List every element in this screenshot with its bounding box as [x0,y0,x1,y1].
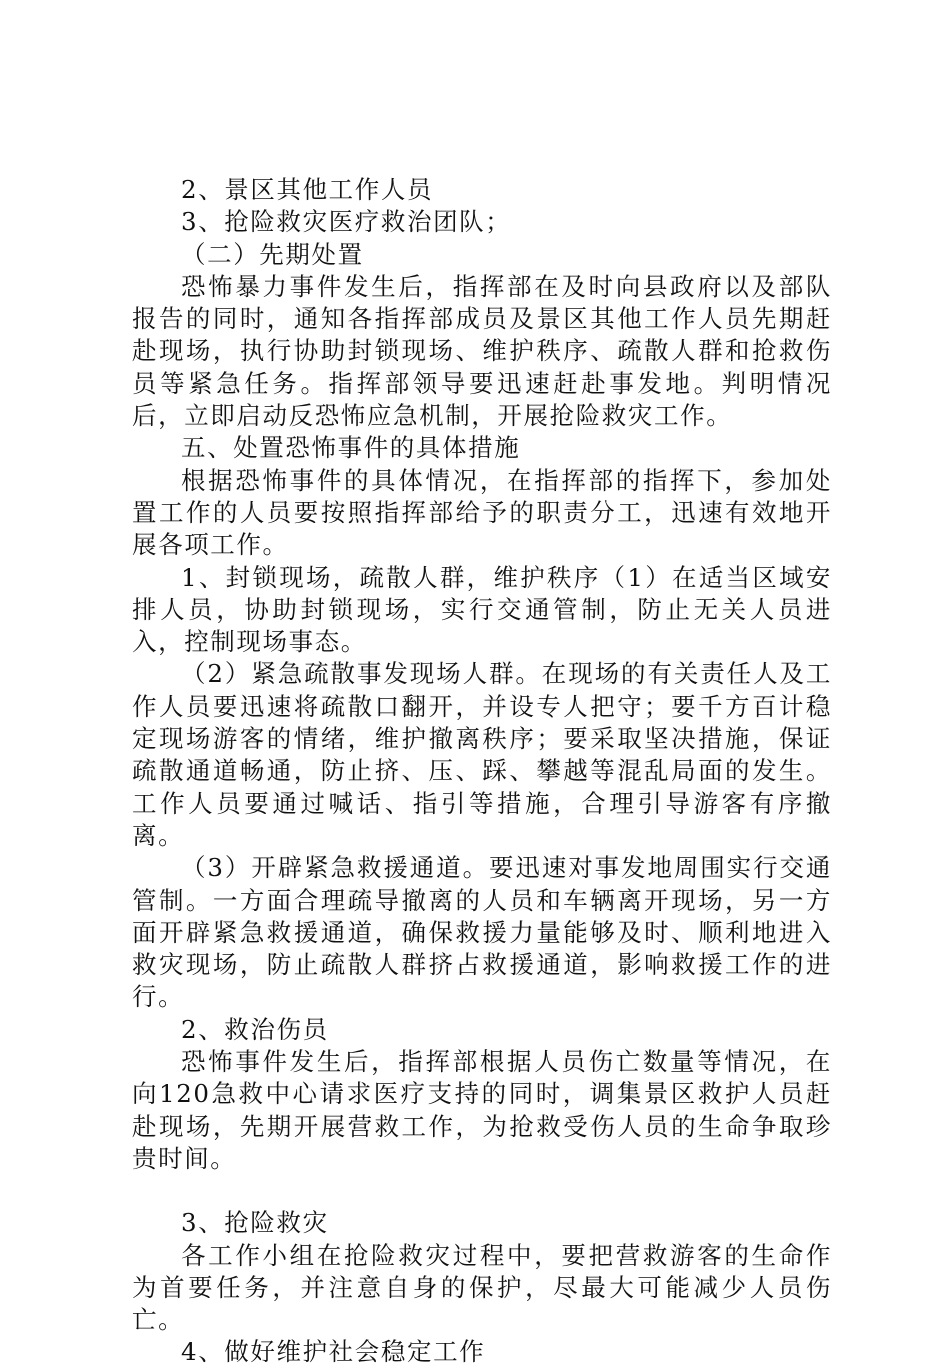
paragraph-seal-scene: 1、封锁现场，疏散人群，维护秩序（1）在适当区域安排人员，协助封锁现场，实行交通管制，防止无关人员进入，控制现场事态。 [132,562,832,657]
document-body [132,174,832,1369]
item-other-staff: 2、景区其他工作人员 [181,175,434,204]
section-specific-measures: 五、处置恐怖事件的具体措施 [181,433,521,463]
paragraph-treat-wounded: 恐怖事件发生后，指挥部根据人员伤亡数量等情况，在向120急救中心请求医疗支持的同时，调集景区救护人员赶赴现场，先期开展营救工作，为抢救受伤人员的生命争取珍贵时间。 [132,1047,832,1173]
paragraph-rescue-channel: （3）开辟紧急救援通道。要迅速对事发地周围实行交通管制。一方面合理疏导撤离的人员和车辆离开现场，另一方面开辟紧急救援通道，确保救援力量能够及时、顺利地进入救灾现场，防止疏散人群挤占救援通道，影响救援工作的进行。 [132,853,832,1012]
paragraph-measures-intro: 根据恐怖事件的具体情况，在指挥部的指挥下，参加处置工作的人员要按照指挥部给予的职责分工，迅速有效地开展各项工作。 [132,465,832,560]
paragraph-evacuate-crowd: （2）紧急疏散事发现场人群。在现场的有关责任人及工作人员要迅速将疏散口翻开，并设专人把守；要千方百计稳定现场游客的情绪，维护撤离秩序；要采取坚决措施，保证疏散通道畅通，防止挤、压、踩、攀越等混乱局面的发生。工作人员要通过喊话、指引等措施，合理引导游客有序撤离。 [132,659,832,850]
section-treat-wounded: 2、救治伤员 [181,1014,329,1044]
section-social-stability: 4、做好维护社会稳定工作 [181,1337,486,1367]
section-rescue-relief: 3、抢险救灾 [181,1208,329,1238]
item-medical-team: 3、抢险救灾医疗救治团队； [181,207,512,237]
paragraph-initial-response: 恐怖暴力事件发生后，指挥部在及时向县政府以及部队报告的同时，通知各指挥部成员及景区其他工作人员先期赶赴现场，执行协助封锁现场、维护秩序、疏散人群和抢救伤员等紧急任务。指挥部领导要迅速赶赴事发地。判明情况后，立即启动反恐怖应急机制，开展抢险救灾工作。 [132,271,832,431]
section-initial-response: （二）先期处置 [181,239,364,269]
paragraph-rescue-relief: 各工作小组在抢险救灾过程中，要把营救游客的生命作为首要任务，并注意自身的保护，尽最大可能减少人员伤亡。 [132,1240,832,1335]
